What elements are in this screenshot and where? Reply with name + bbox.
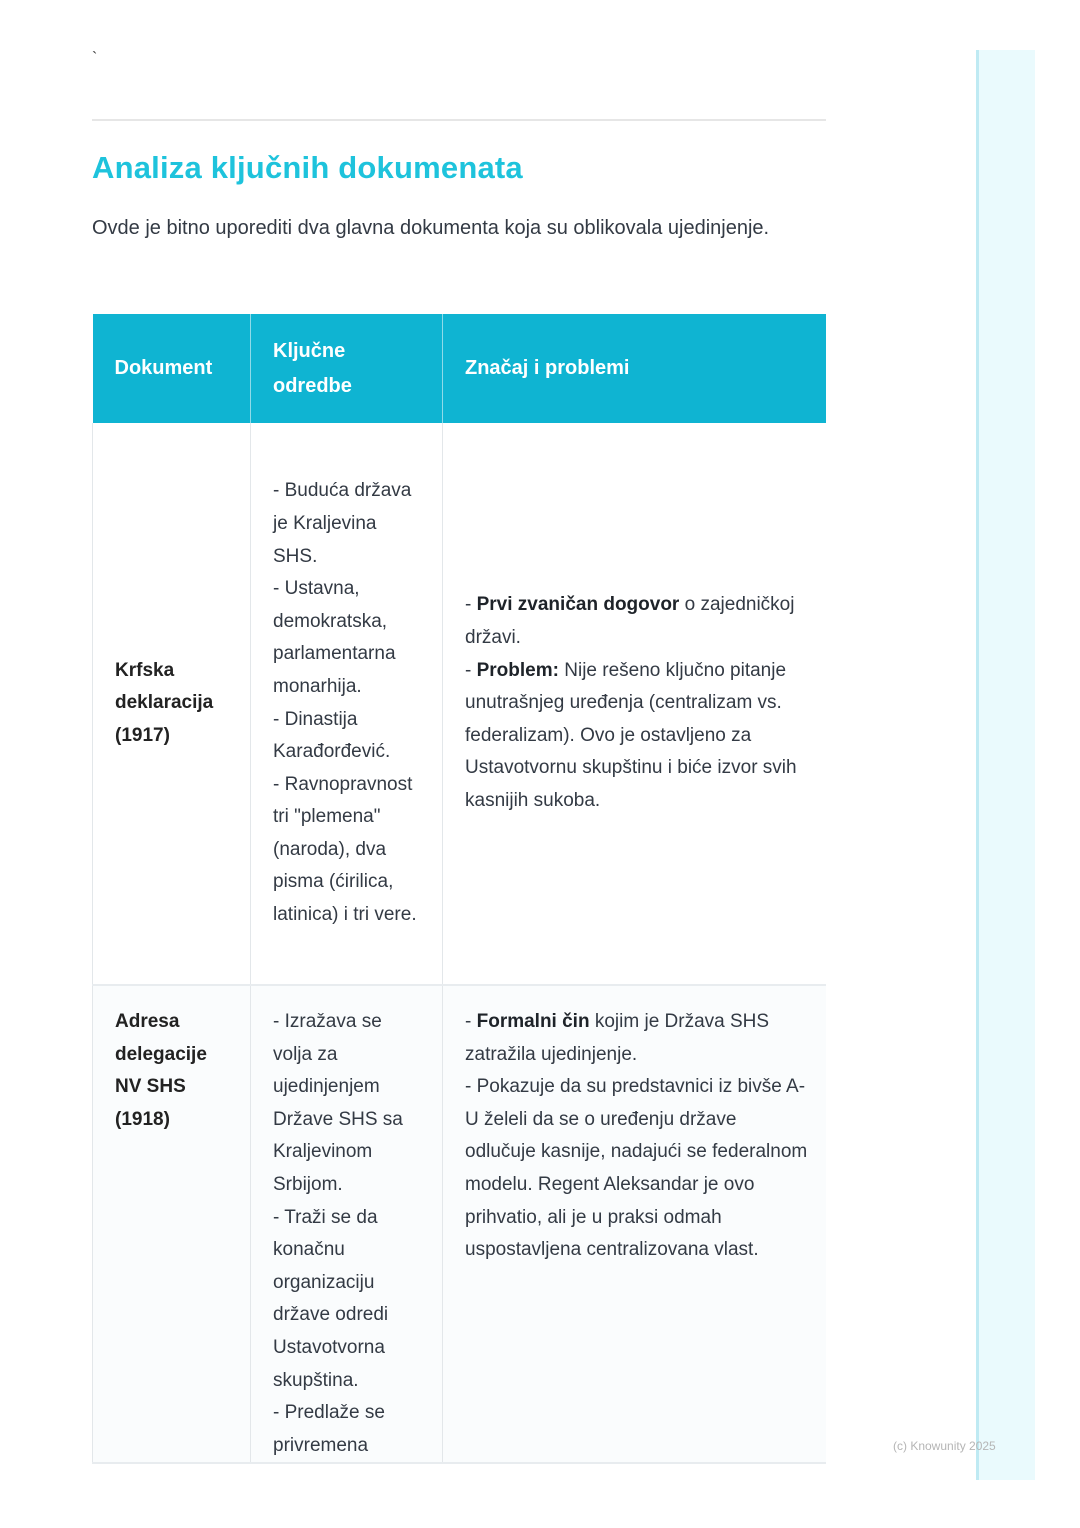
significance-text: kojim je Država SHS zatražila ujedinjenje. bbox=[465, 1011, 770, 1065]
right-sidebar-strip bbox=[976, 50, 1035, 1480]
table-header-row bbox=[93, 314, 827, 423]
significance-bold: Formalni čin bbox=[476, 1011, 590, 1032]
provision-item: - Izražava se volja za ujedinjenjem Države SHS sa Kraljevinom Srbijom. bbox=[273, 1011, 403, 1195]
documents-table bbox=[92, 314, 826, 1464]
provision-item: - Ravnopravnost tri "plemena" (naroda), dva pisma (ćirilica, latinica) i tri vere. bbox=[273, 773, 417, 926]
column-header-document: Dokument bbox=[93, 314, 251, 423]
document-cell: Adresa delegacije NV SHS (1918) bbox=[93, 985, 251, 1463]
provision-item: - Buduća država je Kraljevina SHS. bbox=[273, 480, 412, 567]
significance-item: - Problem: Nije rešeno ključno pitanje unutrašnjeg uređenja (centralizam vs. federalizam). Ovo je ostavljeno za Ustavotvornu skupštinu i biće izvor svih kasnijih sukoba. bbox=[465, 659, 797, 811]
column-header-provisions: Ključne odredbe bbox=[251, 314, 443, 423]
intro-paragraph: Ovde je bitno uporediti dva glavna dokumenta koja su oblikovala ujedinjenje. bbox=[92, 217, 770, 239]
significance-item: - Prvi zvaničan dogovor o zajedničkoj državi. bbox=[465, 594, 795, 649]
divider bbox=[92, 119, 826, 121]
significance-bold: Prvi zvaničan dogovor bbox=[476, 594, 680, 616]
significance-text: Nije rešeno ključno pitanje unutrašnjeg uređenja (centralizam vs. federalizam). Ovo je ostavljeno za Ustavotvornu skupštinu i biće izvor svih kasnijih sukoba. bbox=[465, 659, 797, 811]
significance-text: o zajedničkoj državi. bbox=[465, 594, 795, 649]
table-row bbox=[93, 985, 827, 1463]
significance-cell bbox=[443, 985, 827, 1463]
significance-bold: Problem: bbox=[476, 659, 559, 681]
provision-item: - Ustavna, demokratska, parlamentarna monarhija. bbox=[273, 578, 396, 697]
column-header-significance: Značaj i problemi bbox=[443, 314, 827, 423]
significance-cell bbox=[443, 423, 827, 985]
provisions-cell bbox=[251, 423, 443, 985]
significance-item: - Formalni čin kojim je Država SHS zatražila ujedinjenje. bbox=[465, 1011, 770, 1065]
provision-item: - Traži se da konačnu organizaciju države odredi Ustavotvorna skupština. bbox=[273, 1206, 389, 1391]
document-cell: Krfska deklaracija (1917) bbox=[93, 423, 251, 985]
significance-text: Pokazuje da su predstavnici iz bivše A-U želeli da se o uređenju države odlučuje kasnije, nadajući se federalnom modelu. Regent Aleksandar je ovo prihvatio, ali je u praksi odmah uspostavljena centralizovana vlast. bbox=[465, 1076, 808, 1261]
provisions-cell bbox=[251, 985, 443, 1463]
significance-item: - Pokazuje da su predstavnici iz bivše A-U želeli da se o uređenju države odlučuje kasnije, nadajući se federalnom modelu. Regent Aleksandar je ovo prihvatio, ali je u praksi odmah uspostavljena centralizovana vlast. bbox=[465, 1076, 808, 1261]
provision-item: - Dinastija Karađorđević. bbox=[273, 708, 391, 763]
copyright-footer: (c) Knowunity 2025 bbox=[893, 1439, 996, 1453]
top-mark: ` bbox=[92, 50, 98, 67]
documents-table-container bbox=[92, 314, 826, 1480]
provision-item: - Predlaže se privremena bbox=[273, 1402, 385, 1456]
page-title: Analiza ključnih dokumenata bbox=[92, 150, 523, 185]
table-row bbox=[93, 423, 827, 985]
